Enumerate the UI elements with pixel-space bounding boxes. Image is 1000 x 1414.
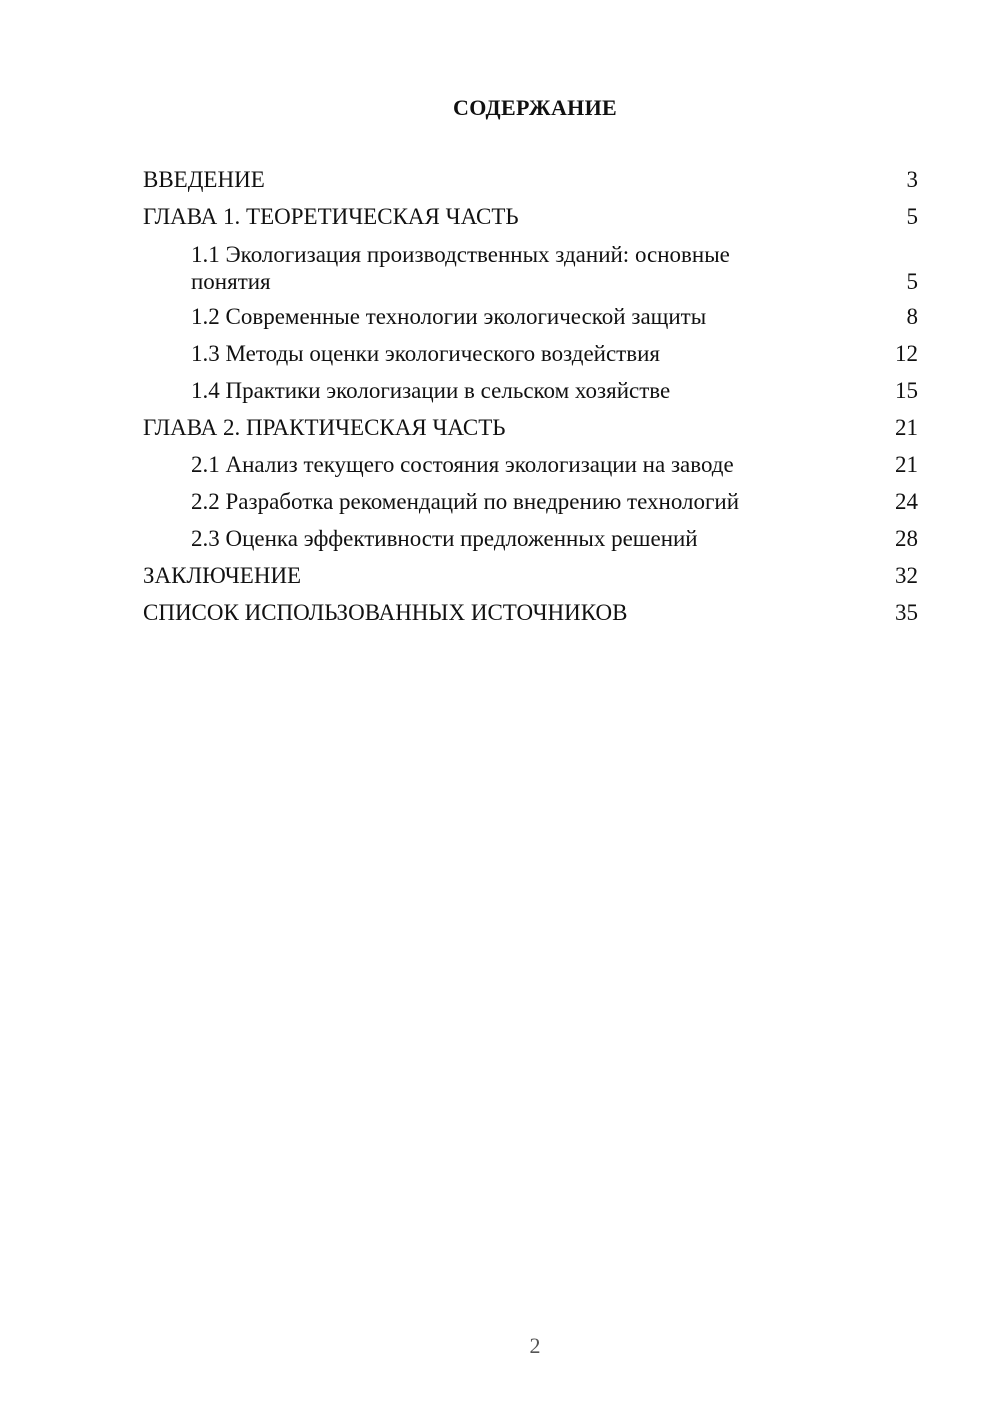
toc-entry-page: 24 [895,489,918,514]
toc-entry-section-2-1[interactable] [143,452,918,478]
toc-entry-conclusion[interactable] [143,563,918,589]
toc-entry-page: 35 [895,600,918,625]
toc-entry-page: 12 [895,341,918,366]
toc-entry-text-line: понятия [191,269,271,294]
toc-entry-text [191,241,791,295]
toc-entry-section-1-3[interactable] [143,341,918,367]
toc-entry-text: 2.3 Оценка эффективности предложенных решений [191,526,698,551]
toc-entry-text: ВВЕДЕНИЕ [143,167,265,192]
toc-entry-text: ЗАКЛЮЧЕНИЕ [143,563,302,588]
toc-entry-text: СПИСОК ИСПОЛЬЗОВАННЫХ ИСТОЧНИКОВ [143,600,628,625]
toc-entry-page: 28 [895,526,918,551]
page-number: 2 [529,1333,541,1358]
toc-entry-text-line: 1.1 Экологизация производственных зданий: основные [191,242,730,267]
toc-entry-page: 21 [895,452,918,477]
toc-entry-text: 1.2 Современные технологии экологической защиты [191,304,707,329]
toc-entry-page: 32 [895,563,918,588]
toc-entry-text: ГЛАВА 1. ТЕОРЕТИЧЕСКАЯ ЧАСТЬ [143,204,519,229]
toc-entry-text: 2.2 Разработка рекомендаций по внедрению технологий [191,489,740,514]
toc-entry-page: 15 [895,378,918,403]
toc-entry-page: 8 [906,304,918,329]
toc-entry-chapter-1[interactable] [143,204,918,230]
toc-entry-text: ГЛАВА 2. ПРАКТИЧЕСКАЯ ЧАСТЬ [143,415,506,440]
toc-entry-page: 5 [906,204,918,229]
toc-entry-page: 3 [906,167,918,192]
toc-entry-section-1-4[interactable] [143,378,918,404]
toc-entry-text: 1.3 Методы оценки экологического воздействия [191,341,660,366]
toc-entry-section-2-3[interactable] [143,526,918,552]
toc-entry-text: 2.1 Анализ текущего состояния экологизации на заводе [191,452,734,477]
toc-entry-section-1-2[interactable] [143,304,918,330]
toc-entry-chapter-2[interactable] [143,415,918,441]
toc-entry-section-2-2[interactable] [143,489,918,515]
toc-entry-introduction[interactable] [143,167,918,193]
table-of-contents [143,167,918,637]
toc-entry-section-1-1[interactable] [143,241,918,295]
toc-entry-page: 5 [906,269,918,294]
toc-entry-references[interactable] [143,600,918,626]
toc-entry-page: 21 [895,415,918,440]
toc-title: СОДЕРЖАНИЕ [453,95,617,120]
toc-entry-text: 1.4 Практики экологизации в сельском хозяйстве [191,378,671,403]
